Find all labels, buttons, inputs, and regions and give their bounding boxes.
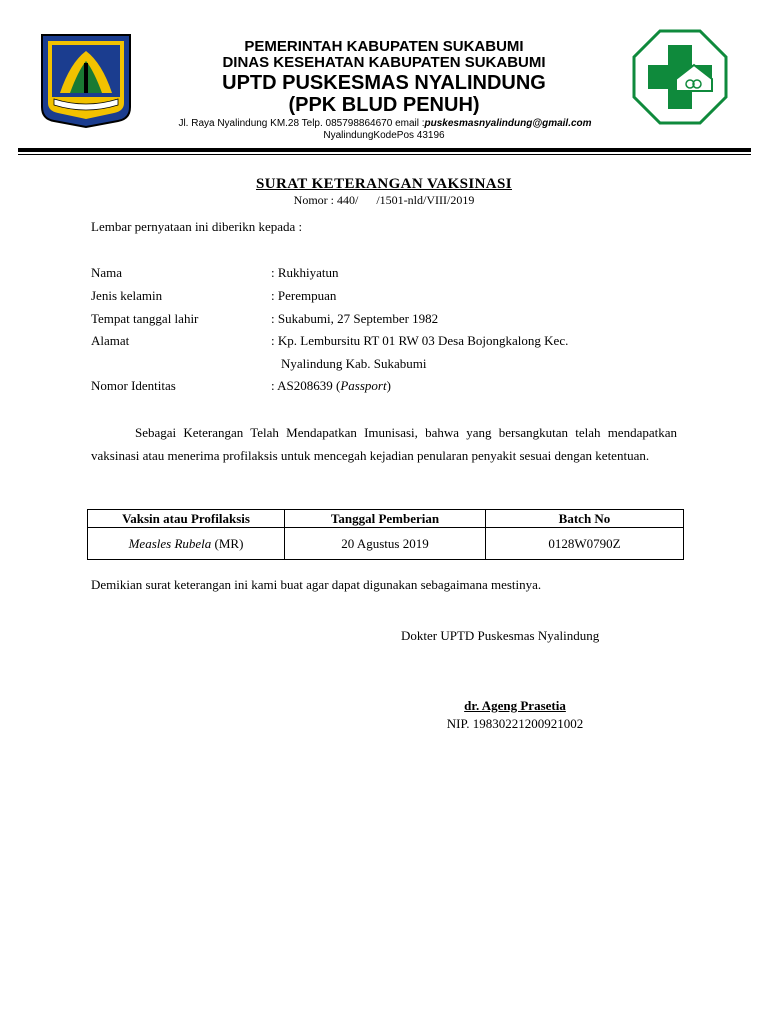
field-label-name: Nama	[91, 265, 123, 280]
vaccine-name: Measles Rubela	[128, 535, 212, 551]
field-label-identity: Nomor Identitas	[91, 378, 176, 393]
letterhead-rule-thin	[18, 154, 751, 155]
field-value-identity	[271, 378, 391, 394]
statement-paragraph: Sebagai Keterangan Telah Mendapatkan Imunisasi, bahwa yang bersangkutan telah mendapatkan vaksinasi atau menerima profilaksis untuk mencegah kejadian penularan penyakit sesuai dengan ketentuan.	[91, 425, 677, 463]
header-date: Tanggal Pemberian	[285, 510, 486, 528]
closing-text: Demikian surat keterangan ini kami buat agar dapat digunakan sebagaimana mestinya.	[91, 577, 542, 592]
letterhead-status: (PPK BLUD PENUH)	[288, 94, 480, 116]
kabupaten-sukabumi-logo	[40, 33, 132, 129]
header-vaccine: Vaksin atau Profilaksis	[88, 510, 285, 528]
letterhead-government: PEMERINTAH KABUPATEN SUKABUMI	[244, 38, 524, 55]
cell-vaccine	[88, 528, 285, 560]
table-row	[88, 528, 684, 560]
signature-nip: NIP. 19830221200921002	[446, 716, 584, 731]
vaccine-abbrev: (MR)	[211, 535, 244, 551]
cell-batch: 0128W0790Z	[486, 528, 684, 560]
address-text: Jl. Raya Nyalindung KM.28 Telp. 085798864670 email :	[178, 118, 425, 129]
letterhead-department: DINAS KESEHATAN KABUPATEN SUKABUMI	[222, 54, 546, 71]
email-text: puskesmasnyalindung@gmail.com	[424, 118, 592, 129]
identity-type: Passport	[340, 378, 387, 393]
cell-date: 20 Agustus 2019	[285, 528, 486, 560]
document-number: Nomor : 440/ /1501-nld/VIII/2019	[293, 193, 475, 207]
field-value-address: : Kp. Lembursitu RT 01 RW 03 Desa Bojongkalong Kec.	[271, 333, 569, 348]
field-value-birth: : Sukabumi, 27 September 1982	[271, 311, 439, 326]
field-value-address-line2: Nyalindung Kab. Sukabumi	[281, 356, 427, 371]
letterhead-institution: UPTD PUSKESMAS NYALINDUNG	[222, 72, 546, 94]
letterhead-rule-thick	[18, 148, 751, 152]
document-title: SURAT KETERANGAN VAKSINASI	[255, 176, 513, 192]
signature-name: dr. Ageng Prasetia	[464, 698, 566, 713]
header-batch: Batch No	[486, 510, 684, 528]
field-label-gender: Jenis kelamin	[91, 288, 163, 303]
intro-text: Lembar pernyataan ini diberikn kepada :	[91, 219, 303, 234]
puskesmas-logo	[632, 29, 728, 125]
identity-number: : AS208639 (	[271, 378, 341, 393]
field-label-address: Alamat	[91, 333, 130, 348]
field-value-name: : Rukhiyatun	[271, 265, 339, 280]
field-label-birth: Tempat tanggal lahir	[91, 311, 199, 326]
field-value-gender: : Perempuan	[271, 288, 337, 303]
table-header-row	[88, 510, 684, 528]
identity-close: )	[386, 378, 391, 393]
vaccination-table	[87, 509, 684, 560]
signature-role: Dokter UPTD Puskesmas Nyalindung	[401, 628, 600, 643]
letterhead-address	[130, 118, 640, 129]
letterhead-postal: NyalindungKodePos 43196	[323, 130, 445, 141]
